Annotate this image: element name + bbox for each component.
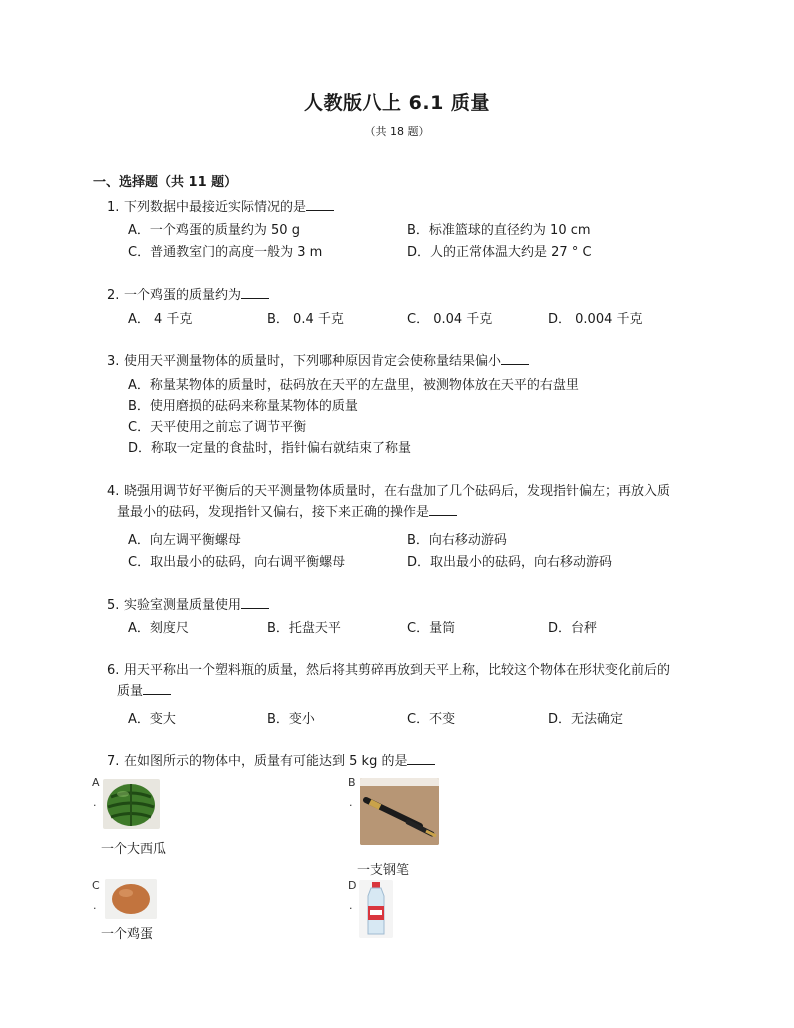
option-a: A．变大 <box>128 712 176 727</box>
question-1: 1. 下列数据中最接近实际情况的是 <box>107 197 707 218</box>
question-2: 2. 一个鸡蛋的质量约为 <box>107 285 707 306</box>
option-dot: . <box>93 796 97 809</box>
option-dot: . <box>349 796 353 809</box>
water-bottle-icon <box>359 880 393 938</box>
answer-blank <box>241 285 269 299</box>
option-dot: . <box>93 899 97 912</box>
option-d: D．无法确定 <box>548 712 624 727</box>
option-letter: A <box>92 776 100 789</box>
option-c: C．天平使用之前忘了调节平衡 <box>128 420 307 435</box>
option-b: B．使用磨损的砝码来称量某物体的质量 <box>128 399 358 414</box>
option-a: A．刻度尺 <box>128 621 189 636</box>
option-a: A．向左调平衡螺母 <box>128 533 241 548</box>
option-b: B．变小 <box>267 712 315 727</box>
page-title: 人教版八上 6.1 质量 <box>304 92 490 114</box>
option-d: D．台秤 <box>548 621 598 636</box>
option-d: D．称取一定量的食盐时，指针偏右就结束了称量 <box>128 441 412 456</box>
option-d: D． 0.004 千克 <box>548 312 643 327</box>
option-letter: D <box>348 879 357 892</box>
answer-blank <box>429 502 457 516</box>
option-d: D．取出最小的砝码，向右移动游码 <box>407 555 613 570</box>
question-5: 5. 实验室测量质量使用 <box>107 595 707 616</box>
answer-blank <box>501 351 529 365</box>
question-7: 7. 在如图所示的物体中，质量有可能达到 5 kg 的是 <box>107 751 707 772</box>
image-caption: 一个鸡蛋 <box>101 927 154 942</box>
option-a: A．称量某物体的质量时，砝码放在天平的左盘里，被测物体放在天平的右盘里 <box>128 378 579 393</box>
watermelon-icon <box>103 779 160 829</box>
answer-blank <box>143 681 171 695</box>
section-heading: 一、选择题（共 11 题） <box>93 175 238 190</box>
option-c: C．取出最小的砝码，向右调平衡螺母 <box>128 555 346 570</box>
answer-blank <box>306 197 334 211</box>
option-b: B．向右移动游码 <box>407 533 507 548</box>
question-6: 6. 用天平称出一个塑料瓶的质量，然后将其剪碎再放到天平上称，比较这个物体在形状变化前后的 质量 <box>107 663 671 699</box>
option-letter: B <box>348 776 356 789</box>
fountain-pen-icon <box>360 778 439 845</box>
option-b: B．托盘天平 <box>267 621 341 636</box>
option-d: D．人的正常体温大约是 27 ° C <box>407 245 592 260</box>
question-3: 3. 使用天平测量物体的质量时，下列哪种原因肯定会使称量结果偏小 <box>107 351 707 372</box>
egg-icon <box>105 879 157 919</box>
image-caption: 一个大西瓜 <box>101 842 167 857</box>
answer-blank <box>407 751 435 765</box>
option-letter: C <box>92 879 100 892</box>
option-c: C．不变 <box>407 712 456 727</box>
option-c: C．普通教室门的高度一般为 3 m <box>128 245 323 260</box>
option-a: A． 4 千克 <box>128 312 193 327</box>
option-b: B． 0.4 千克 <box>267 312 344 327</box>
option-b: B．标准篮球的直径约为 10 cm <box>407 223 591 238</box>
option-dot: . <box>349 899 353 912</box>
question-count: （共 18 题） <box>364 125 430 138</box>
option-c: C．量筒 <box>407 621 456 636</box>
option-c: C． 0.04 千克 <box>407 312 493 327</box>
option-a: A．一个鸡蛋的质量约为 50 g <box>128 223 300 238</box>
answer-blank <box>241 595 269 609</box>
question-4: 4. 晓强用调节好平衡后的天平测量物体质量时，在右盘加了几个砝码后，发现指针偏左；再放入质 量最小的砝码，发现指针又偏右，接下来正确的操作是 <box>107 484 671 520</box>
image-caption: 一支钢笔 <box>357 863 410 878</box>
